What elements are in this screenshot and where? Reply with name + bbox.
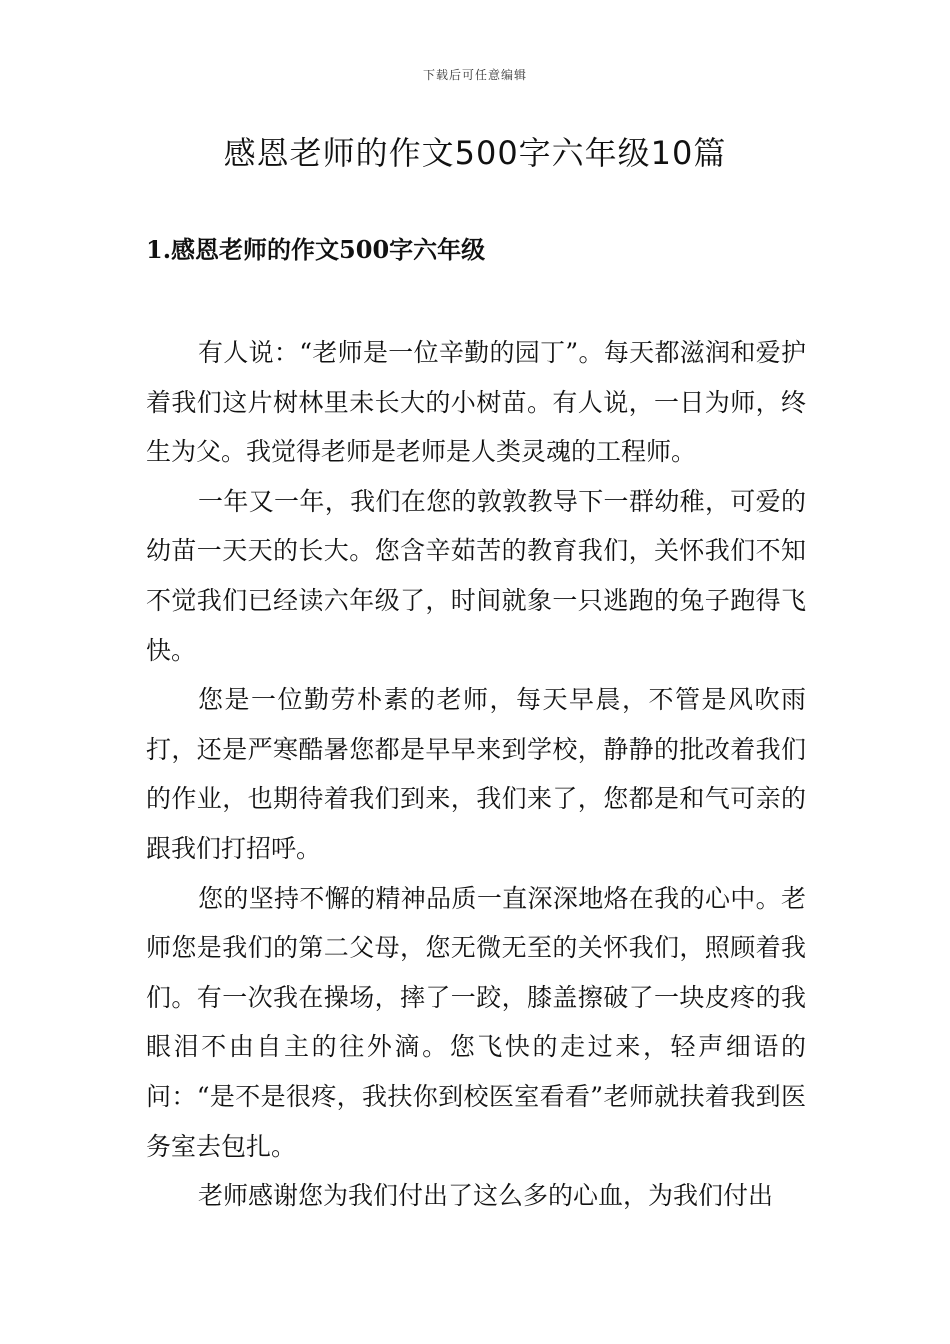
paragraph: 老师感谢您为我们付出了这么多的心血，为我们付出 [198,1181,774,1211]
header-note: 下载后可任意编辑 [422,68,527,82]
paragraph: 有人说：“老师是一位辛勤的园丁”。每天都滋润和爱护着我们这片树林里未长大的小树苗。有人说，一日为师，终生为父。我觉得老师是老师是人类灵魂的工程师。 [146,338,806,467]
section-heading: 1.感恩老师的作文500字六年级 [146,235,486,264]
paragraph: 一年又一年，我们在您的敦敦教导下一群幼稚，可爱的幼苗一天天的长大。您含辛茹苦的教育我们，关怀我们不知不觉我们已经读六年级了，时间就象一只逃跑的兔子跑得飞快。 [146,486,806,665]
paragraph: 您的坚持不懈的精神品质一直深深地烙在我的心中。老师您是我们的第二父母，您无微无至的关怀我们，照顾着我们。有一次我在操场，摔了一跤，膝盖擦破了一块皮疼的我眼泪不由自主的往外滴。您飞快的走过来，轻声细语的问：“是不是很疼，我扶你到校医室看看”老师就扶着我到医务室去包扎。 [146,883,806,1161]
essay-body [146,328,806,1221]
document-title: 感恩老师的作文500字六年级10篇 [223,134,727,172]
paragraph: 您是一位勤劳朴素的老师，每天早晨，不管是风吹雨打，还是严寒酷暑您都是早早来到学校，静静的批改着我们的作业，也期待着我们到来，我们来了，您都是和气可亲的跟我们打招呼。 [146,685,806,863]
